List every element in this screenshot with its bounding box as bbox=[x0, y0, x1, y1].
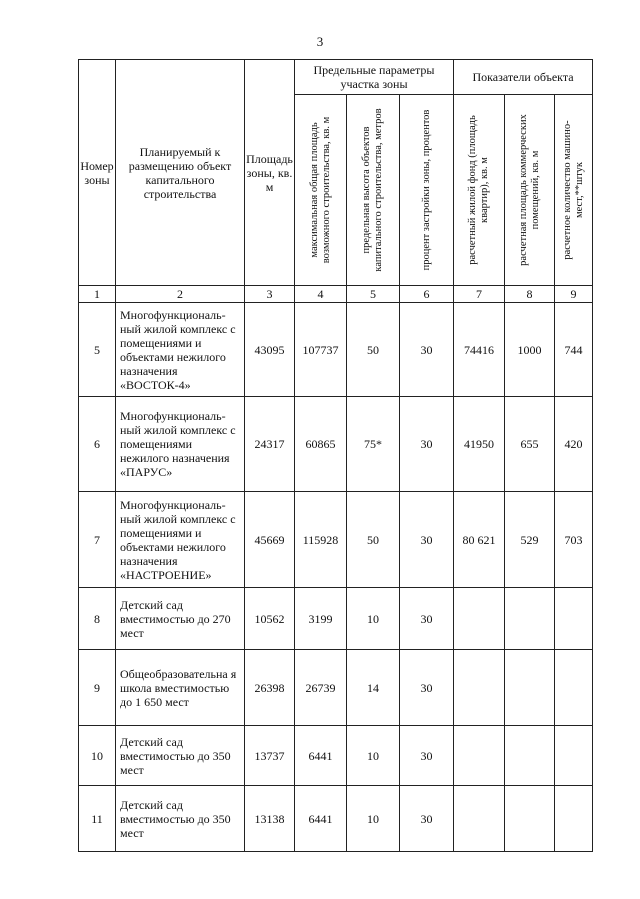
header-col6-text: процент застройки зоны, процентов bbox=[420, 109, 432, 271]
cell-area: 13737 bbox=[245, 726, 295, 786]
cell-height: 10 bbox=[347, 726, 400, 786]
cell-zone: 8 bbox=[79, 588, 116, 650]
header-col8-text: расчетная площадь коммерческих помещений, кв. м bbox=[517, 114, 541, 266]
cell-area: 13138 bbox=[245, 786, 295, 852]
table-row bbox=[79, 786, 593, 852]
cell-max-area: 6441 bbox=[295, 726, 347, 786]
table-row bbox=[79, 726, 593, 786]
col-number: 6 bbox=[400, 286, 454, 303]
cell-percent: 30 bbox=[400, 650, 454, 726]
cell-object: Многофункциональ-ный жилой комплекс с помещениями и объектами нежилого назначения «НАСТРОЕНИЕ» bbox=[116, 492, 245, 588]
col-number: 9 bbox=[555, 286, 593, 303]
col-number: 7 bbox=[454, 286, 505, 303]
cell-height: 75* bbox=[347, 397, 400, 492]
cell-zone: 5 bbox=[79, 303, 116, 397]
cell-housing: 41950 bbox=[454, 397, 505, 492]
cell-parking bbox=[555, 786, 593, 852]
cell-object: Общеобразовательна я школа вместимостью до 1 650 мест bbox=[116, 650, 245, 726]
col-number: 4 bbox=[295, 286, 347, 303]
cell-height: 10 bbox=[347, 588, 400, 650]
cell-object: Многофункциональ-ный жилой комплекс с помещениями и объектами нежилого назначения «ВОСТОК-4» bbox=[116, 303, 245, 397]
cell-commercial bbox=[505, 650, 555, 726]
col-number: 5 bbox=[347, 286, 400, 303]
header-col9-text: расчетное количество машино-мест,**штук bbox=[561, 120, 585, 260]
cell-height: 50 bbox=[347, 492, 400, 588]
cell-zone: 11 bbox=[79, 786, 116, 852]
cell-parking bbox=[555, 588, 593, 650]
cell-area: 45669 bbox=[245, 492, 295, 588]
column-numbers-row bbox=[79, 286, 593, 303]
header-col7-text: расчетный жилой фонд (площадь квартир), кв. м bbox=[467, 115, 490, 265]
table-row bbox=[79, 588, 593, 650]
cell-percent: 30 bbox=[400, 726, 454, 786]
header-col7 bbox=[454, 95, 505, 286]
header-col5-text: предельная высота объектов капитального строительства, метров bbox=[361, 108, 384, 272]
cell-housing bbox=[454, 786, 505, 852]
header-col8 bbox=[505, 95, 555, 286]
header-col5 bbox=[347, 95, 400, 286]
col-number: 1 bbox=[79, 286, 116, 303]
header-row-1 bbox=[79, 60, 593, 95]
cell-object: Детский сад вместимостью до 270 мест bbox=[116, 588, 245, 650]
cell-parking: 703 bbox=[555, 492, 593, 588]
cell-parking bbox=[555, 650, 593, 726]
cell-max-area: 60865 bbox=[295, 397, 347, 492]
header-planned-object: Планируемый к размещению объект капитального строительства bbox=[116, 60, 245, 286]
cell-commercial bbox=[505, 726, 555, 786]
cell-housing bbox=[454, 650, 505, 726]
col-number: 2 bbox=[116, 286, 245, 303]
header-col9 bbox=[555, 95, 593, 286]
header-col4 bbox=[295, 95, 347, 286]
header-col4-text: максимальная общая площадь возможного строительства, кв. м bbox=[308, 116, 332, 264]
col-number: 3 bbox=[245, 286, 295, 303]
cell-percent: 30 bbox=[400, 397, 454, 492]
cell-parking bbox=[555, 726, 593, 786]
cell-percent: 30 bbox=[400, 303, 454, 397]
cell-height: 10 bbox=[347, 786, 400, 852]
cell-height: 14 bbox=[347, 650, 400, 726]
cell-zone: 9 bbox=[79, 650, 116, 726]
cell-area: 26398 bbox=[245, 650, 295, 726]
cell-max-area: 6441 bbox=[295, 786, 347, 852]
header-col6 bbox=[400, 95, 454, 286]
table-row bbox=[79, 492, 593, 588]
cell-commercial: 655 bbox=[505, 397, 555, 492]
cell-percent: 30 bbox=[400, 492, 454, 588]
cell-area: 10562 bbox=[245, 588, 295, 650]
cell-commercial bbox=[505, 786, 555, 852]
cell-percent: 30 bbox=[400, 786, 454, 852]
cell-max-area: 26739 bbox=[295, 650, 347, 726]
table-row bbox=[79, 650, 593, 726]
cell-commercial: 1000 bbox=[505, 303, 555, 397]
table-row bbox=[79, 303, 593, 397]
cell-commercial bbox=[505, 588, 555, 650]
cell-zone: 6 bbox=[79, 397, 116, 492]
cell-parking: 420 bbox=[555, 397, 593, 492]
cell-object: Детский сад вместимостью до 350 мест bbox=[116, 726, 245, 786]
cell-max-area: 107737 bbox=[295, 303, 347, 397]
cell-percent: 30 bbox=[400, 588, 454, 650]
cell-area: 24317 bbox=[245, 397, 295, 492]
cell-housing bbox=[454, 726, 505, 786]
cell-zone: 10 bbox=[79, 726, 116, 786]
header-group-params: Предельные параметры участка зоны bbox=[295, 60, 454, 95]
cell-height: 50 bbox=[347, 303, 400, 397]
cell-commercial: 529 bbox=[505, 492, 555, 588]
cell-zone: 7 bbox=[79, 492, 116, 588]
cell-parking: 744 bbox=[555, 303, 593, 397]
cell-housing: 80 621 bbox=[454, 492, 505, 588]
zones-table bbox=[78, 59, 593, 852]
table-row bbox=[79, 397, 593, 492]
cell-housing bbox=[454, 588, 505, 650]
cell-object: Детский сад вместимостью до 350 мест bbox=[116, 786, 245, 852]
header-zone-number: Номер зоны bbox=[79, 60, 116, 286]
page-number: 3 bbox=[316, 34, 324, 49]
cell-object: Многофункциональ-ный жилой комплекс с помещениями нежилого назначения «ПАРУС» bbox=[116, 397, 245, 492]
header-zone-area: Площадь зоны, кв. м bbox=[245, 60, 295, 286]
col-number: 8 bbox=[505, 286, 555, 303]
cell-max-area: 115928 bbox=[295, 492, 347, 588]
cell-area: 43095 bbox=[245, 303, 295, 397]
cell-max-area: 3199 bbox=[295, 588, 347, 650]
header-group-indicators: Показатели объекта bbox=[454, 60, 593, 95]
cell-housing: 74416 bbox=[454, 303, 505, 397]
